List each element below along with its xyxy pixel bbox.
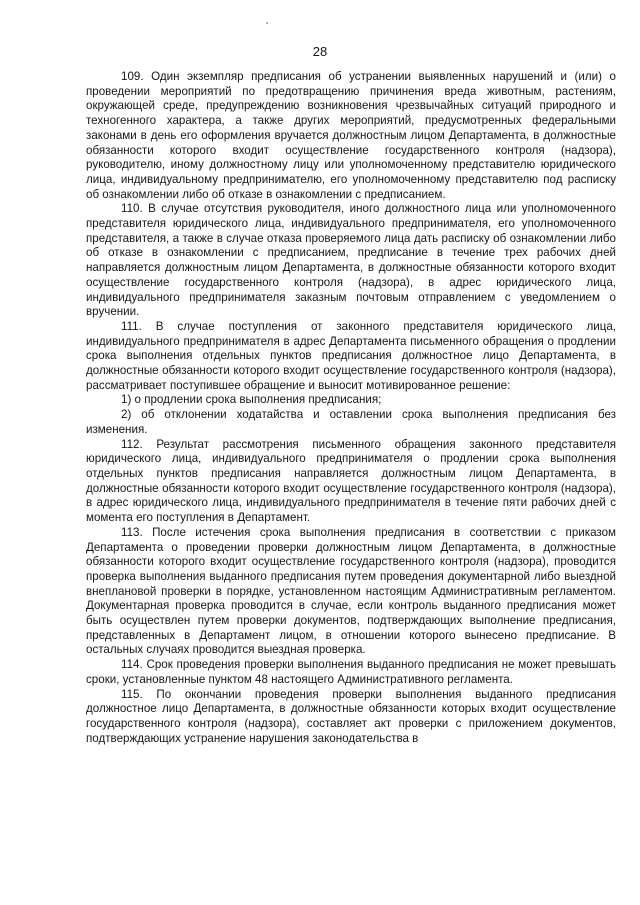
list-item-111-1: 1) о продлении срока выполнения предписания;: [121, 393, 382, 407]
paragraph-114: 114. Срок проведения проверки выполнения выданного предписания не может превышать сроки, установленные пунктом 48 настоящего Административного регламента.: [86, 658, 616, 686]
paragraph-109: 109. Один экземпляр предписания об устранении выявленных нарушений и (или) о проведении мероприятий по предотвращению причинения вреда животным, растениям, окружающей среде, предупреждению возникновения чрезвычайных ситуаций природного и техногенного характера, а также других мероприятий, предусмотренных федеральными законами в день его оформления вручается должностным лицом Департамента, в должностные обязанности которого входит осуществление государственного контроля (надзора), руководителю, иному должностному лицу или уполномоченному представителю юридического лица, индивидуальному предпринимателю, его уполномоченному представителю под расписку об ознакомлении либо об отказе в ознакомлении с предписанием.: [86, 70, 616, 201]
paragraph-112: 112. Результат рассмотрения письменного обращения законного представителя юридического лица, индивидуального предпринимателя о продлении срока выполнения отдельных пунктов предписания направляется должностным лицом Департамента, в должностные обязанности которого входит осуществление государственного контроля (надзора), в адрес юридического лица, индивидуального предпринимателя в течение пяти рабочих дней с момента его поступления в Департамент.: [86, 437, 616, 525]
paragraph-115: 115. По окончании проведения проверки выполнения выданного предписания должностное лицо Департамента, в должностные обязанности которых входит осуществление государственного контроля (надзора), составляет акт проверки с приложением документов, подтверждающих устранение нарушения законодательства в: [86, 687, 616, 745]
page-number: 28: [312, 44, 328, 59]
scan-speck: [266, 22, 268, 24]
paragraph-111: 111. В случае поступления от законного представителя юридического лица, индивидуального предпринимателя в адрес Департамента письменного обращения о продлении срока выполнения отдельных пунктов предписания должностное лицо Департамента, в должностные обязанности которого входит осуществление государственного контроля (надзора), рассматривает поступившее обращение и выносит мотивированное решение:: [86, 319, 616, 392]
paragraph-110: 110. В случае отсутствия руководителя, иного должностного лица или уполномоченного представителя юридического лица, индивидуального предпринимателя, его уполномоченного представителя, а также в случае отказа проверяемого лица дать расписку об ознакомлении либо об отказе в ознакомлении с предписанием, предписание в течение трех рабочих дней направляется должностным лицом Департамента, в должностные обязанности которого входит осуществление государственного контроля (надзора), в адрес юридического лица, индивидуального предпринимателя заказным почтовым отправлением с уведомлением о вручении.: [86, 202, 616, 319]
paragraph-113: 113. После истечения срока выполнения предписания в соответствии с приказом Департамента о проведении проверки должностным лицом Департамента, в должностные обязанности которого входит осуществление государственного контроля (надзора), проводится проверка выполнения выданного предписания путем проведения документарной либо выездной внеплановой проверки в порядке, установленном настоящим Административным регламентом. Документарная проверка проводится в случае, если контроль выданного предписания может быть осуществлен путем проверки документов, подтверждающих выполнение предписания, представленных в Департамент лицом, в отношении которого вынесено предписание. В остальных случаях проводится выездная проверка.: [86, 525, 616, 657]
body-text: [86, 70, 616, 746]
list-item-111-2: 2) об отклонении ходатайства и оставлении срока выполнения предписания без изменения.: [86, 408, 616, 436]
